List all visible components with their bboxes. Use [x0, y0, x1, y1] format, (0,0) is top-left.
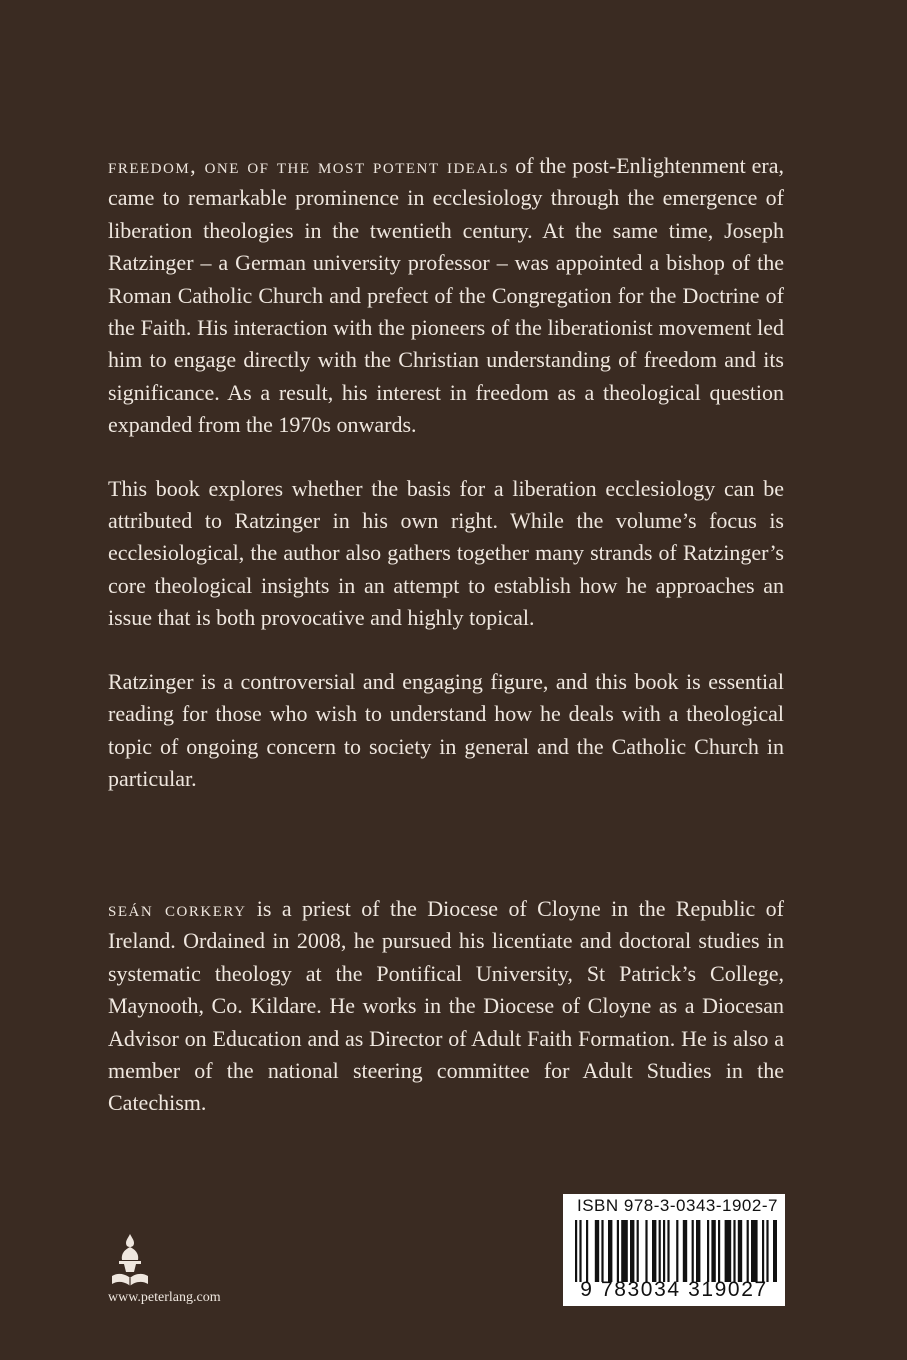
barcode-bar: [630, 1220, 634, 1282]
peter-lang-logo-icon: [110, 1232, 150, 1290]
author-name: seán corkery: [108, 896, 247, 921]
isbn-barcode: [563, 1194, 785, 1306]
barcode-bar: [747, 1220, 749, 1282]
barcode-bar: [683, 1220, 687, 1282]
barcode-bar: [663, 1220, 665, 1282]
barcode-bar: [751, 1220, 758, 1282]
barcode-bar: [733, 1220, 735, 1282]
barcode-bar: [692, 1220, 694, 1282]
blurb-paragraph-3: Ratzinger is a controversial and engaging figure, and this book is essential reading for those who wish to understand how he deals with a theological topic of ongoing concern to society in general and the Catholic Church in particular.: [108, 668, 784, 791]
barcode-bar: [725, 1220, 732, 1282]
barcode-bar: [608, 1220, 612, 1282]
barcode-bar: [652, 1220, 656, 1282]
barcode-bar: [762, 1220, 764, 1282]
barcode-bar: [579, 1220, 581, 1282]
blurb-lead-in: freedom, one of the most potent ideals: [108, 153, 510, 178]
barcode-bar: [718, 1220, 720, 1282]
barcode-bar: [595, 1220, 599, 1282]
author-bio-text: is a priest of the Diocese of Cloyne in the Republic of Ireland. Ordained in 2008, he pursued his licentiate and doctoral studies in systematic theology at the Pontifical University, St Patrick’s College, Maynooth, Co. Kildare. He works in the Diocese of Cloyne as a Diocesan Advisor on Education and as Director of Adult Faith Formation. He is also a member of the national steering committee for Adult Studies in the Catechism.: [108, 896, 784, 1116]
barcode-bar: [637, 1220, 639, 1282]
barcode-bar: [621, 1220, 628, 1282]
barcode-bar: [667, 1220, 669, 1282]
barcode-digits: 9 783034 319027: [580, 1278, 768, 1301]
barcode-bar: [676, 1220, 678, 1282]
back-cover-blurb: [108, 150, 784, 826]
barcode-bar: [696, 1220, 700, 1282]
barcode-bar: [586, 1220, 588, 1282]
publisher-url: www.peterlang.com: [108, 1290, 221, 1305]
blurb-paragraph-2: This book explores whether the basis for a liberation ecclesiology can be attributed to Ratzinger in his own right. While the volume’s focus is ecclesiological, the author also gathers together many strands of Ratzinger’s core theological insights in an attempt to establish how he approaches an issue that is both provocative and highly topical.: [108, 475, 784, 631]
barcode-bar: [766, 1220, 768, 1282]
blurb-paragraph-1: [108, 150, 784, 442]
barcode-bar: [659, 1220, 661, 1282]
isbn-label: ISBN 978-3-0343-1902-7: [577, 1196, 778, 1215]
barcode-bar: [707, 1220, 709, 1282]
barcode-bar: [711, 1220, 715, 1282]
barcode-bar: [773, 1220, 777, 1282]
barcode-bars: [571, 1220, 777, 1282]
barcode-bar: [575, 1220, 577, 1282]
barcode-bar: [738, 1220, 742, 1282]
barcode-bar: [645, 1220, 647, 1282]
author-bio: [108, 893, 784, 1120]
blurb-paragraph-1-text: of the post-Enlightenment era, came to remarkable prominence in ecclesiology through the emergence of liberation theologies in the twentieth century. At the same time, Joseph Ratzinger – a German university professor – was appointed a bishop of the Roman Catholic Church and prefect of the Congregation for the Doctrine of the Faith. His interaction with the pioneers of the liberationist movement led him to engage directly with the Christian understanding of freedom and its significance. As a result, his interest in freedom as a theological question expanded from the 1970s onwards.: [108, 153, 784, 438]
barcode-bar: [601, 1220, 603, 1282]
barcode-bar: [617, 1220, 619, 1282]
